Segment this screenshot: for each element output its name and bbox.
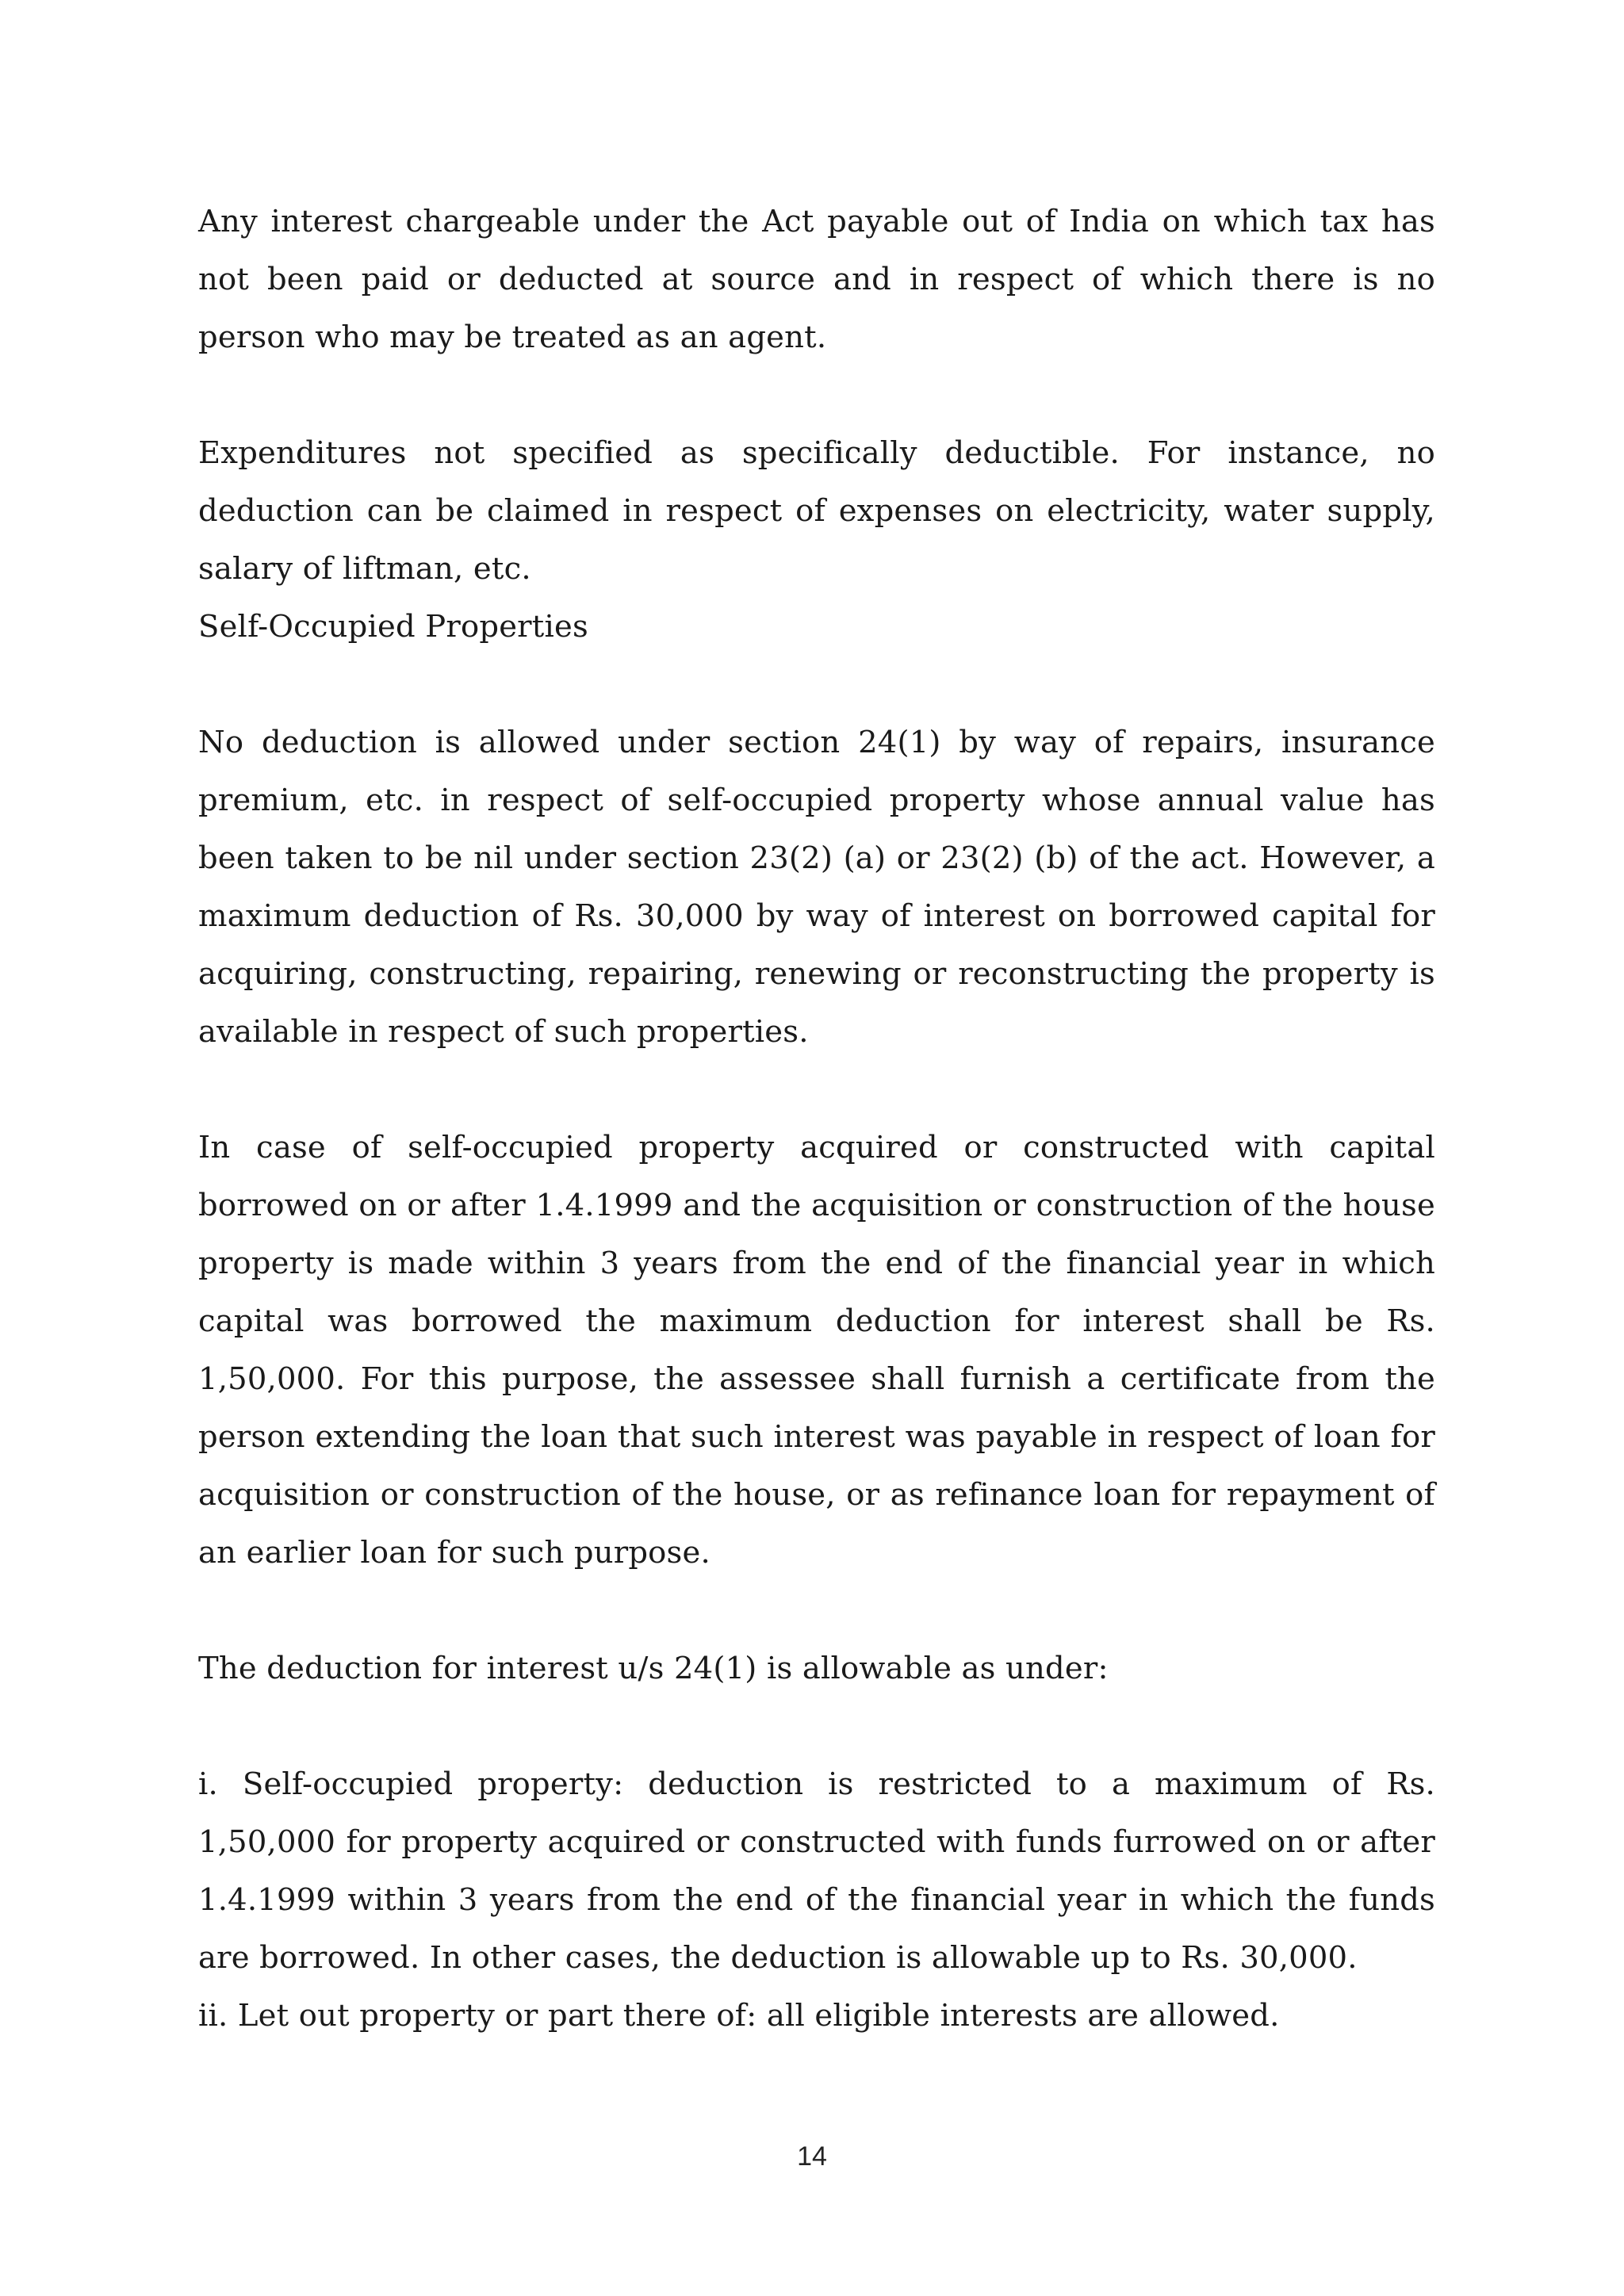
paragraph-gap — [198, 366, 1435, 424]
paragraph-gap — [198, 1061, 1435, 1119]
paragraph-borrowed-capital-1999: In case of self-occupied property acquired or constructed with capital borrowed on or after 1.4.1999 and the acquisition or construction of the house property is made within 3 years from the end of the financial year in which capital was borrowed the maximum deduction for interest shall be Rs. 1,50,000. For this purpose, the assessee shall furnish a certificate from the person extending the loan that such interest was payable in respect of loan for acquisition or construction of the house, or as refinance loan for repayment of an earlier loan for such purpose. — [198, 1130, 1435, 1571]
list-item-self-occupied: i. Self-occupied property: deduction is restricted to a maximum of Rs. 1,50,000 for property acquired or constructed with funds furrowed on or after 1.4.1999 within 3 years from the end of the financial year in which the funds are borrowed. In other cases, the deduction is allowable up to Rs. 30,000. — [198, 1766, 1435, 1976]
paragraph-expenditures-not-deductible: Expenditures not specified as specifically deductible. For instance, no deduction can be claimed in respect of expenses on electricity, water supply, salary of liftman, etc. — [198, 435, 1435, 587]
paragraph-gap — [198, 1582, 1435, 1640]
paragraph-gap — [198, 1697, 1435, 1755]
paragraph-deduction-allowable-intro: The deduction for interest u/s 24(1) is allowable as under: — [198, 1651, 1109, 1686]
page-number: 14 — [797, 2141, 827, 2172]
page-body — [198, 193, 1435, 2045]
paragraph-gap — [198, 656, 1435, 714]
section-heading-self-occupied: Self-Occupied Properties — [198, 609, 588, 645]
paragraph-interest-payable-abroad: Any interest chargeable under the Act payable out of India on which tax has not been paid or deducted at source and in respect of which there is no person who may be treated as an agent. — [198, 204, 1435, 355]
paragraph-no-deduction-section-24: No deduction is allowed under section 24(1) by way of repairs, insurance premium, etc. in respect of self-occupied property whose annual value has been taken to be nil under section 23(2) (a) or 23(2) (b) of the act. However, a maximum deduction of Rs. 30,000 by way of interest on borrowed capital for acquiring, constructing, repairing, renewing or reconstructing the property is available in respect of such properties. — [198, 725, 1435, 1050]
list-item-let-out-property: ii. Let out property or part there of: all eligible interests are allowed. — [198, 1998, 1280, 2034]
